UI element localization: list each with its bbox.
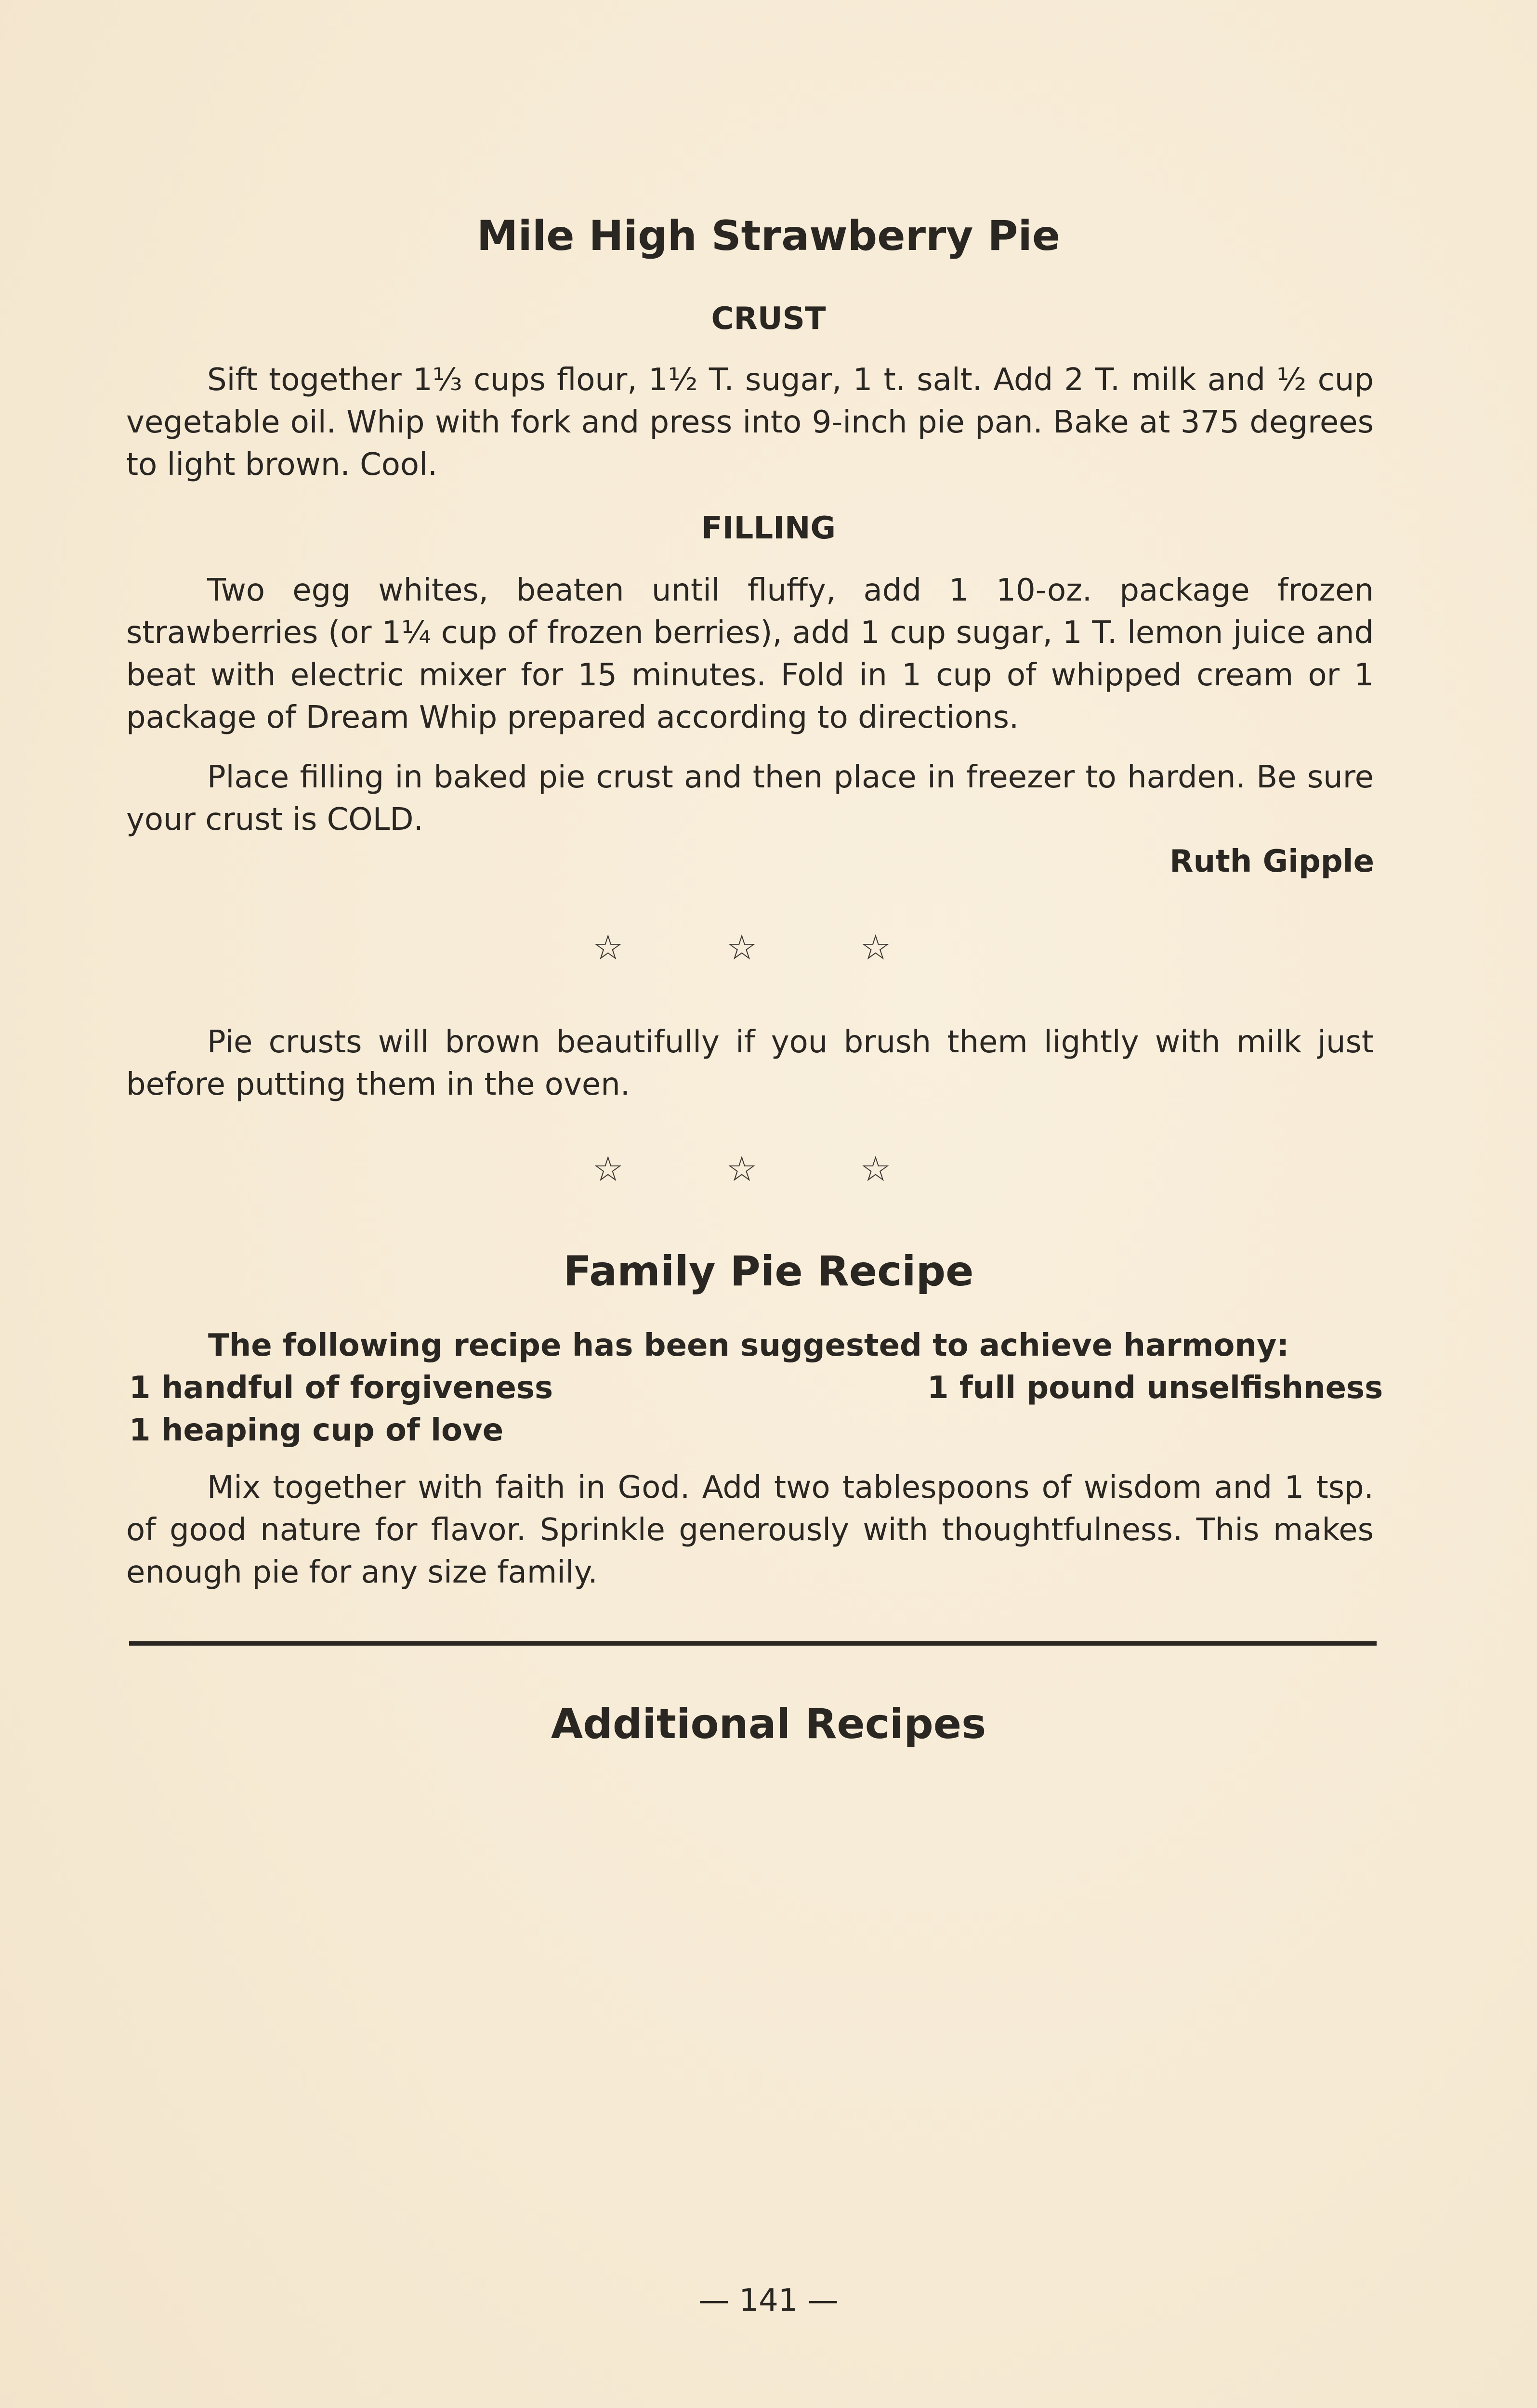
page-number: — 141 — [698,2283,839,2318]
ingredient-forgiveness: 1 handful of forgiveness [129,1370,553,1406]
family-pie-intro: The following recipe has been suggested to achieve harmony: [208,1328,1289,1363]
filling-instructions: Two egg whites, beaten until fluffy, add 1 10-oz. package frozen strawberries (or 1¼ cup of frozen berries), add 1 cup sugar, 1 T. lemon juice and beat with electric mixer for 15 minutes. Fold in 1 cup of whipped cream or 1 package of Dream Whip prepared according to directions. [126,573,1374,735]
additional-recipes-heading: Additional Recipes [551,1700,986,1748]
star-icon: ☆ [726,927,758,968]
crust-heading: CRUST [711,301,826,337]
family-pie-title: Family Pie Recipe [563,1247,974,1296]
star-icon: ☆ [860,1149,891,1189]
family-pie-method: Mix together with faith in God. Add two tablespoons of wisdom and 1 tsp. of good nature for flavor. Sprinkle generously with thoughtfulness. This makes enough pie for any size family. [126,1470,1374,1590]
filling-heading: FILLING [701,510,836,546]
star-divider [592,927,891,968]
section-divider [129,1641,1377,1646]
star-icon: ☆ [592,1149,624,1189]
filling-instructions-2: Place filling in baked pie crust and then place in freezer to harden. Be sure your crust is COLD. [126,759,1374,838]
baking-tip: Pie crusts will brown beautifully if you brush them lightly with milk just before putting them in the oven. [126,1024,1374,1102]
recipe-author: Ruth Gipple [1169,844,1374,879]
ingredient-love: 1 heaping cup of love [129,1413,504,1448]
star-icon: ☆ [592,927,624,968]
crust-instructions: Sift together 1⅓ cups flour, 1½ T. sugar, 1 t. salt. Add 2 T. milk and ½ cup vegetable oil. Whip with fork and press into 9-inch pie pan. Bake at 375 degrees to light brown. Cool. [126,362,1374,483]
recipe-title: Mile High Strawberry Pie [476,212,1061,260]
ingredient-unselfishness: 1 full pound unselfishness [927,1370,1383,1406]
star-icon: ☆ [726,1149,758,1189]
star-icon: ☆ [860,927,891,968]
star-divider [592,1149,891,1189]
